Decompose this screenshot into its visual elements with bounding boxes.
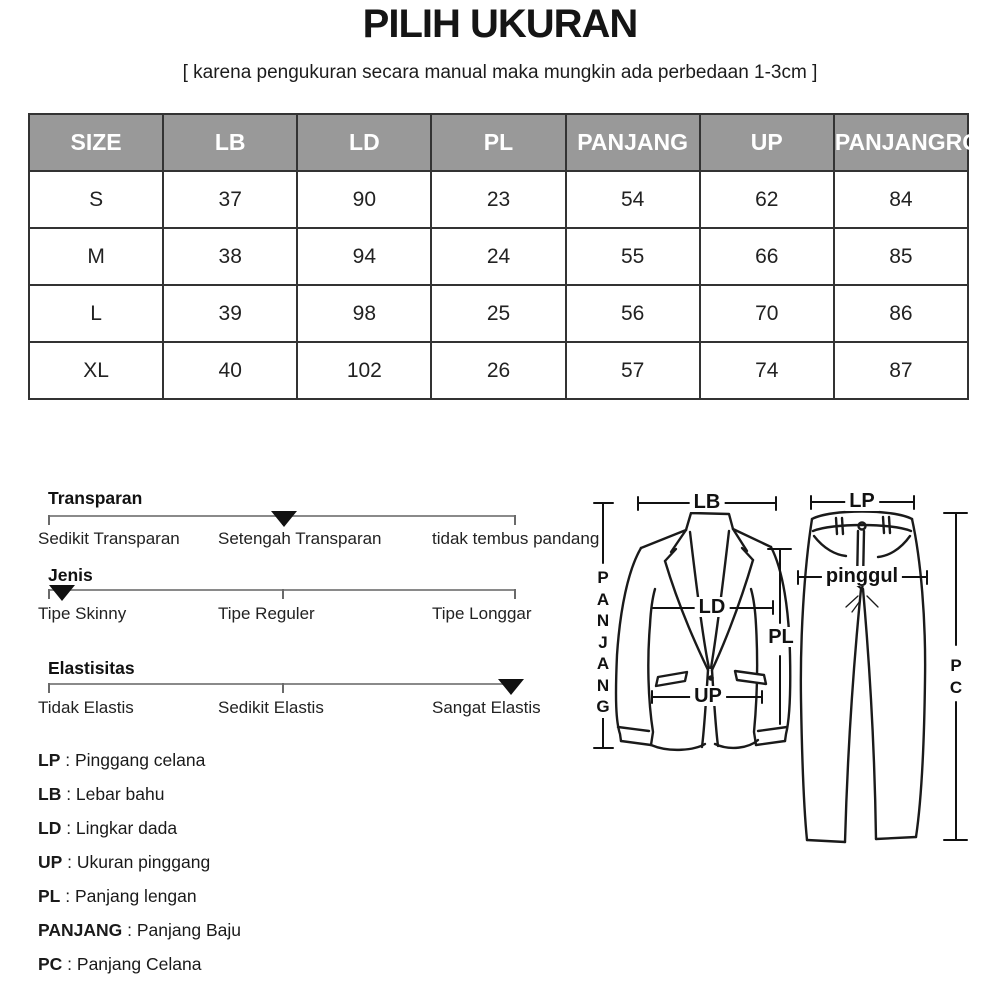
garment-diagram — [585, 485, 1000, 865]
cell-size: XL — [29, 342, 163, 399]
legend-abbr: UP — [38, 852, 63, 872]
cell-ld: 94 — [297, 228, 431, 285]
legend-item — [38, 954, 241, 975]
diagram-label-pinggul: pinggul — [822, 566, 902, 586]
legend-abbr: LP — [38, 750, 61, 770]
legend-item — [38, 886, 241, 907]
scale-tick — [48, 515, 50, 525]
cell-lb: 37 — [163, 171, 297, 228]
page-subtitle: [ karena pengukuran secara manual maka mungkin ada perbedaan 1-3cm ] — [182, 62, 818, 83]
legend-separator: : — [61, 818, 76, 838]
cell-up: 66 — [700, 228, 834, 285]
table-row — [29, 285, 968, 342]
legend-abbr: LD — [38, 818, 62, 838]
legend-separator: : — [122, 920, 137, 940]
cell-size: M — [29, 228, 163, 285]
legend-separator: : — [62, 954, 77, 974]
scale-tick — [282, 589, 284, 599]
scale-label: tidak tembus pandang — [432, 529, 600, 548]
diagram-label-pl: PL — [764, 627, 798, 647]
cell-pl: 24 — [431, 228, 565, 285]
col-header-lb: LB — [163, 114, 297, 171]
legend-abbr: LB — [38, 784, 62, 804]
scale-label: Tipe Skinny — [38, 604, 127, 623]
scale-label: Tidak Elastis — [38, 698, 134, 717]
cell-ld: 102 — [297, 342, 431, 399]
diagram-label-panjang-vertical: PANJANG — [596, 568, 610, 716]
legend-desc: Lingkar dada — [75, 818, 178, 838]
legend-item — [38, 750, 241, 771]
legend-item — [38, 784, 241, 805]
cell-up: 74 — [700, 342, 834, 399]
scale-label: Sedikit Elastis — [218, 698, 324, 717]
pants-drawing — [801, 512, 925, 843]
cell-panjangro: 86 — [834, 285, 968, 342]
scale-title-jenis: Jenis — [48, 565, 93, 585]
measurement-lines — [594, 496, 967, 840]
scale-label: Sangat Elastis — [432, 698, 541, 717]
legend-separator: : — [62, 852, 77, 872]
scale-tick — [282, 683, 284, 693]
cell-pl: 23 — [431, 171, 565, 228]
legend-desc: Panjang Baju — [136, 920, 241, 940]
cell-panjang: 54 — [566, 171, 700, 228]
legend-desc: Pinggang celana — [74, 750, 206, 770]
cell-lb: 40 — [163, 342, 297, 399]
legend-separator: : — [61, 784, 76, 804]
legend-desc: Panjang lengan — [74, 886, 197, 906]
scale-tick — [48, 683, 50, 693]
legend-desc: Ukuran pinggang — [76, 852, 211, 872]
cell-ld: 98 — [297, 285, 431, 342]
diagram-label-lp: LP — [845, 491, 879, 511]
col-header-size: SIZE — [29, 114, 163, 171]
legend-separator: : — [60, 750, 75, 770]
legend-item — [38, 920, 241, 941]
scale-label: Setengah Transparan — [218, 529, 382, 548]
scale-label: Tipe Reguler — [218, 604, 315, 623]
legend-abbr: PANJANG — [38, 920, 123, 940]
cell-panjangro: 84 — [834, 171, 968, 228]
scale-tick — [514, 515, 516, 525]
scale-label: Sedikit Transparan — [38, 529, 180, 548]
table-row — [29, 342, 968, 399]
size-table — [28, 113, 981, 400]
cell-panjangro: 87 — [834, 342, 968, 399]
page-title: PILIH UKURAN — [362, 2, 638, 46]
scale-title-transparan: Transparan — [48, 488, 143, 508]
measurement-legend — [38, 750, 241, 988]
scale-label: Tipe Longgar — [432, 604, 532, 623]
diagram-label-lb: LB — [690, 492, 725, 512]
cell-lb: 38 — [163, 228, 297, 285]
diagram-label-pc-vertical: PC — [949, 656, 963, 697]
legend-desc: Panjang Celana — [76, 954, 202, 974]
legend-abbr: PL — [38, 886, 61, 906]
cell-panjangro: 85 — [834, 228, 968, 285]
legend-separator: : — [60, 886, 75, 906]
legend-item — [38, 818, 241, 839]
cell-ld: 90 — [297, 171, 431, 228]
legend-desc: Lebar bahu — [75, 784, 165, 804]
col-header-up: UP — [700, 114, 834, 171]
cell-up: 62 — [700, 171, 834, 228]
scale-tick — [514, 589, 516, 599]
cell-up: 70 — [700, 285, 834, 342]
marker-triangle-icon — [498, 679, 524, 695]
cell-panjang: 57 — [566, 342, 700, 399]
diagram-label-ld: LD — [695, 597, 730, 617]
legend-item — [38, 852, 241, 873]
diagram-label-up: UP — [690, 686, 726, 706]
cell-size: S — [29, 171, 163, 228]
col-header-ld: LD — [297, 114, 431, 171]
cell-lb: 39 — [163, 285, 297, 342]
col-header-panjang: PANJANG — [566, 114, 700, 171]
cell-panjang: 55 — [566, 228, 700, 285]
col-header-panjangro: PANJANGRO — [834, 114, 968, 171]
cell-size: L — [29, 285, 163, 342]
col-header-pl: PL — [431, 114, 565, 171]
legend-abbr: PC — [38, 954, 63, 974]
table-row — [29, 228, 968, 285]
scale-title-elastisitas: Elastisitas — [48, 658, 135, 678]
table-header-row — [29, 114, 968, 171]
cell-pl: 26 — [431, 342, 565, 399]
cell-pl: 25 — [431, 285, 565, 342]
marker-triangle-icon — [49, 585, 75, 601]
marker-triangle-icon — [271, 511, 297, 527]
table-row — [29, 171, 968, 228]
cell-panjang: 56 — [566, 285, 700, 342]
